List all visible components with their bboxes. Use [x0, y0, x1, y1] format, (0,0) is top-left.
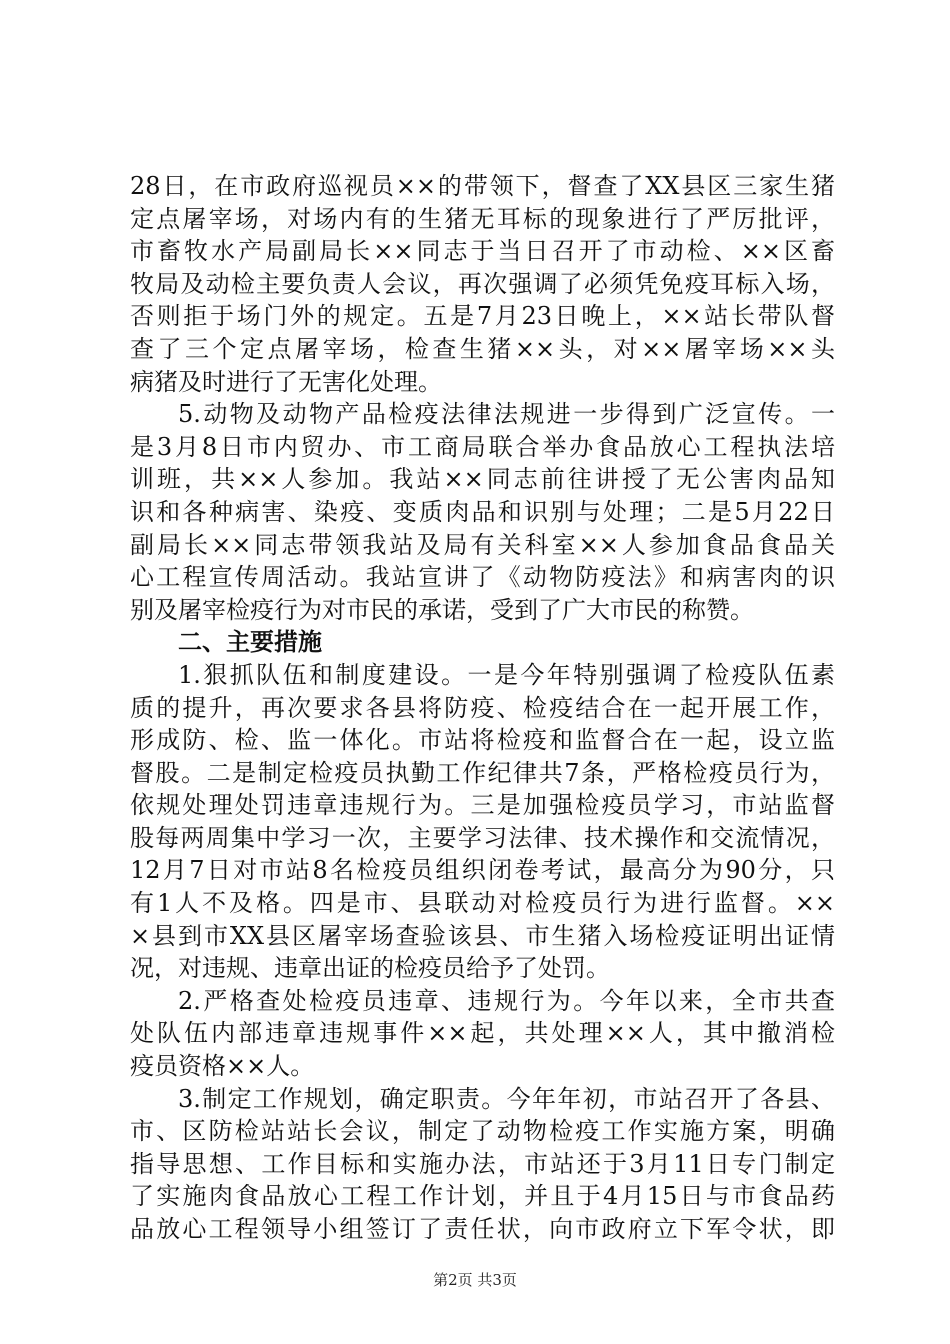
- text-line: ×县到市XX县区屠宰场查验该县、市生猪入场检疫证明出证情: [130, 921, 835, 950]
- text-line: 3.制定工作规划，确定职责。今年年初，市站召开了各县、: [178, 1084, 835, 1113]
- text-line: 训班，共××人参加。我站××同志前往讲授了无公害肉品知: [130, 465, 835, 494]
- text-line: 有1人不及格。四是市、县联动对检疫员行为进行监督。××: [130, 889, 835, 918]
- text-line: 质的提升，再次要求各县将防疫、检疫结合在一起开展工作，: [130, 693, 835, 722]
- page-footer: 第2页 共3页: [433, 1271, 517, 1289]
- text-line: 处队伍内部违章违规事件××起，共处理××人，其中撤消检: [130, 1019, 835, 1048]
- text-line: 依规处理处罚违章违规行为。三是加强检疫员学习，市站监督: [130, 791, 835, 820]
- text-line: 2.严格查处检疫员违章、违规行为。今年以来，全市共查: [178, 986, 835, 1015]
- text-line: 股每两周集中学习一次，主要学习法律、技术操作和交流情况，: [130, 823, 835, 852]
- text-line: 牧局及动检主要负责人会议，再次强调了必须凭免疫耳标入场，: [130, 269, 835, 298]
- text-line: 查了三个定点屠宰场，检查生猪××头，对××屠宰场××头: [130, 334, 835, 363]
- text-line: 疫员资格××人。: [130, 1052, 315, 1081]
- text-line: 12月7日对市站8名检疫员组织闭卷考试，最高分为90分，只: [130, 856, 835, 885]
- text-line: 指导思想、工作目标和实施办法，市站还于3月11日专门制定: [130, 1149, 835, 1178]
- text-line: 是3月8日市内贸办、市工商局联合举办食品放心工程执法培: [130, 432, 835, 461]
- text-line: 28日，在市政府巡视员××的带领下，督查了XX县区三家生猪: [130, 172, 835, 200]
- text-line: 况，对违规、违章出证的检疫员给予了处罚。: [130, 954, 610, 983]
- text-line: 1.狠抓队伍和制度建设。一是今年特别强调了检疫队伍素: [178, 660, 835, 689]
- text-line: 形成防、检、监一体化。市站将检疫和监督合在一起，设立监: [130, 726, 835, 755]
- text-line: 病猪及时进行了无害化处理。: [130, 367, 442, 396]
- text-line: 品放心工程领导小组签订了责任状，向市政府立下军令状，即: [130, 1215, 835, 1243]
- text-line: 了实施肉食品放心工程工作计划，并且于4月15日与市食品药: [130, 1182, 835, 1211]
- text-line: 5.动物及动物产品检疫法律法规进一步得到广泛宣传。一: [178, 400, 835, 429]
- text-line: 否则拒于场门外的规定。五是7月23日晚上，××站长带队督: [130, 302, 835, 331]
- text-line: 督股。二是制定检疫员执勤工作纪律共7条，严格检疫员行为，: [130, 758, 835, 787]
- document-body: [130, 170, 835, 1246]
- text-line: 心工程宣传周活动。我站宣讲了《动物防疫法》和病害肉的识: [130, 563, 835, 592]
- text-line: 别及屠宰检疫行为对市民的承诺，受到了广大市民的称赞。: [130, 595, 754, 624]
- text-line: 识和各种病害、染疫、变质肉品和识别与处理；二是5月22日: [130, 497, 835, 526]
- text-line: 市、区防检站站长会议，制定了动物检疫工作实施方案，明确: [130, 1117, 835, 1146]
- section-heading: 二、主要措施: [178, 627, 322, 657]
- text-line: 市畜牧水产局副局长××同志于当日召开了市动检、××区畜: [130, 237, 835, 266]
- text-line: 副局长××同志带领我站及局有关科室××人参加食品食品关: [130, 530, 835, 559]
- text-line: 定点屠宰场，对场内有的生猪无耳标的现象进行了严厉批评，: [130, 204, 835, 233]
